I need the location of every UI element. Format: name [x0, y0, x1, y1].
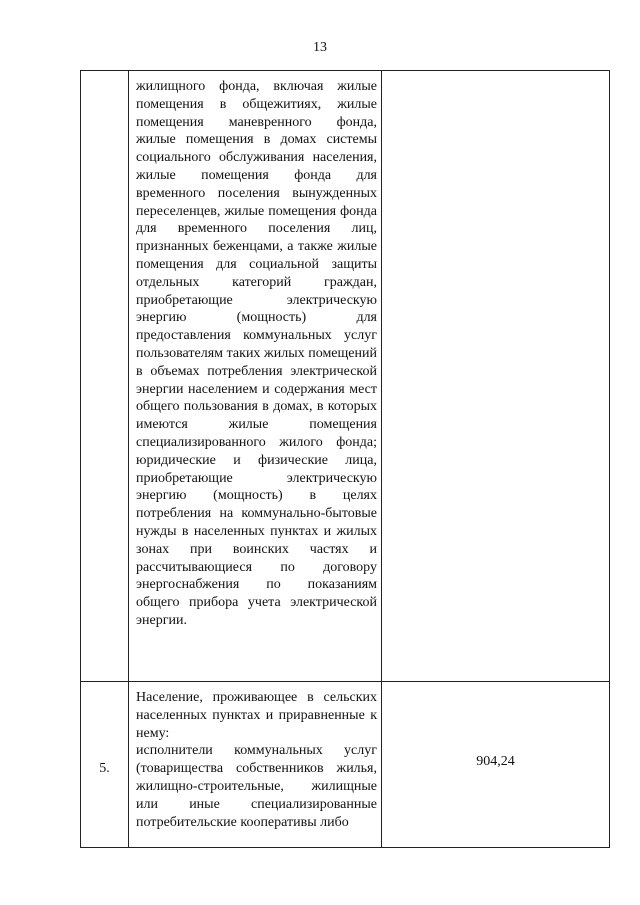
value-cell [382, 682, 610, 848]
page-number: 13 [313, 40, 327, 55]
description-text: жилищного фонда, включая жилые помещения в общежитиях, жилые помещения маневренного фонда, жилые помещения в домах системы социального обслуживания населения, жилые помещения фонда для временного поселения вынужденных переселенцев, жилые помещения фонда для временного поселения лиц, признанных беженцами, а также жилые помещения для социальной защиты отдельных категорий граждан, приобретающие электрическую энергию (мощность) для предоставления коммунальных услуг пользователям таких жилых помещений в объемах потребления электрической энергии населением и содержания мест общего пользования в домах, в которых имеются жилые помещения специализированного жилого фонда; юридические и физические лица, приобретающие электрическую энергию (мощность) в целях потребления на коммунально-бытовые нужды в населенных пунктах и жилых зонах при воинских частях и рассчитывающиеся по договору энергоснабжения по показаниям общего прибора учета электрической энергии. [136, 79, 377, 628]
description-text: Население, проживающее в сельских населенных пунктах и приравненные к нему: исполнители коммунальных услуг (товарищества собственников жилья, жилищно-строительные, жилищные или иные специализированные потребительские кооперативы либо [136, 690, 377, 830]
tariff-table [80, 70, 610, 848]
row-number: 5. [99, 760, 110, 776]
value-cell [382, 71, 610, 682]
description-cell [129, 71, 382, 682]
tariff-value: 904,24 [476, 753, 515, 769]
table-row [81, 682, 610, 848]
description-cell [129, 682, 382, 848]
row-number-cell [81, 71, 129, 682]
row-number-cell [81, 682, 129, 848]
table-row [81, 71, 610, 682]
